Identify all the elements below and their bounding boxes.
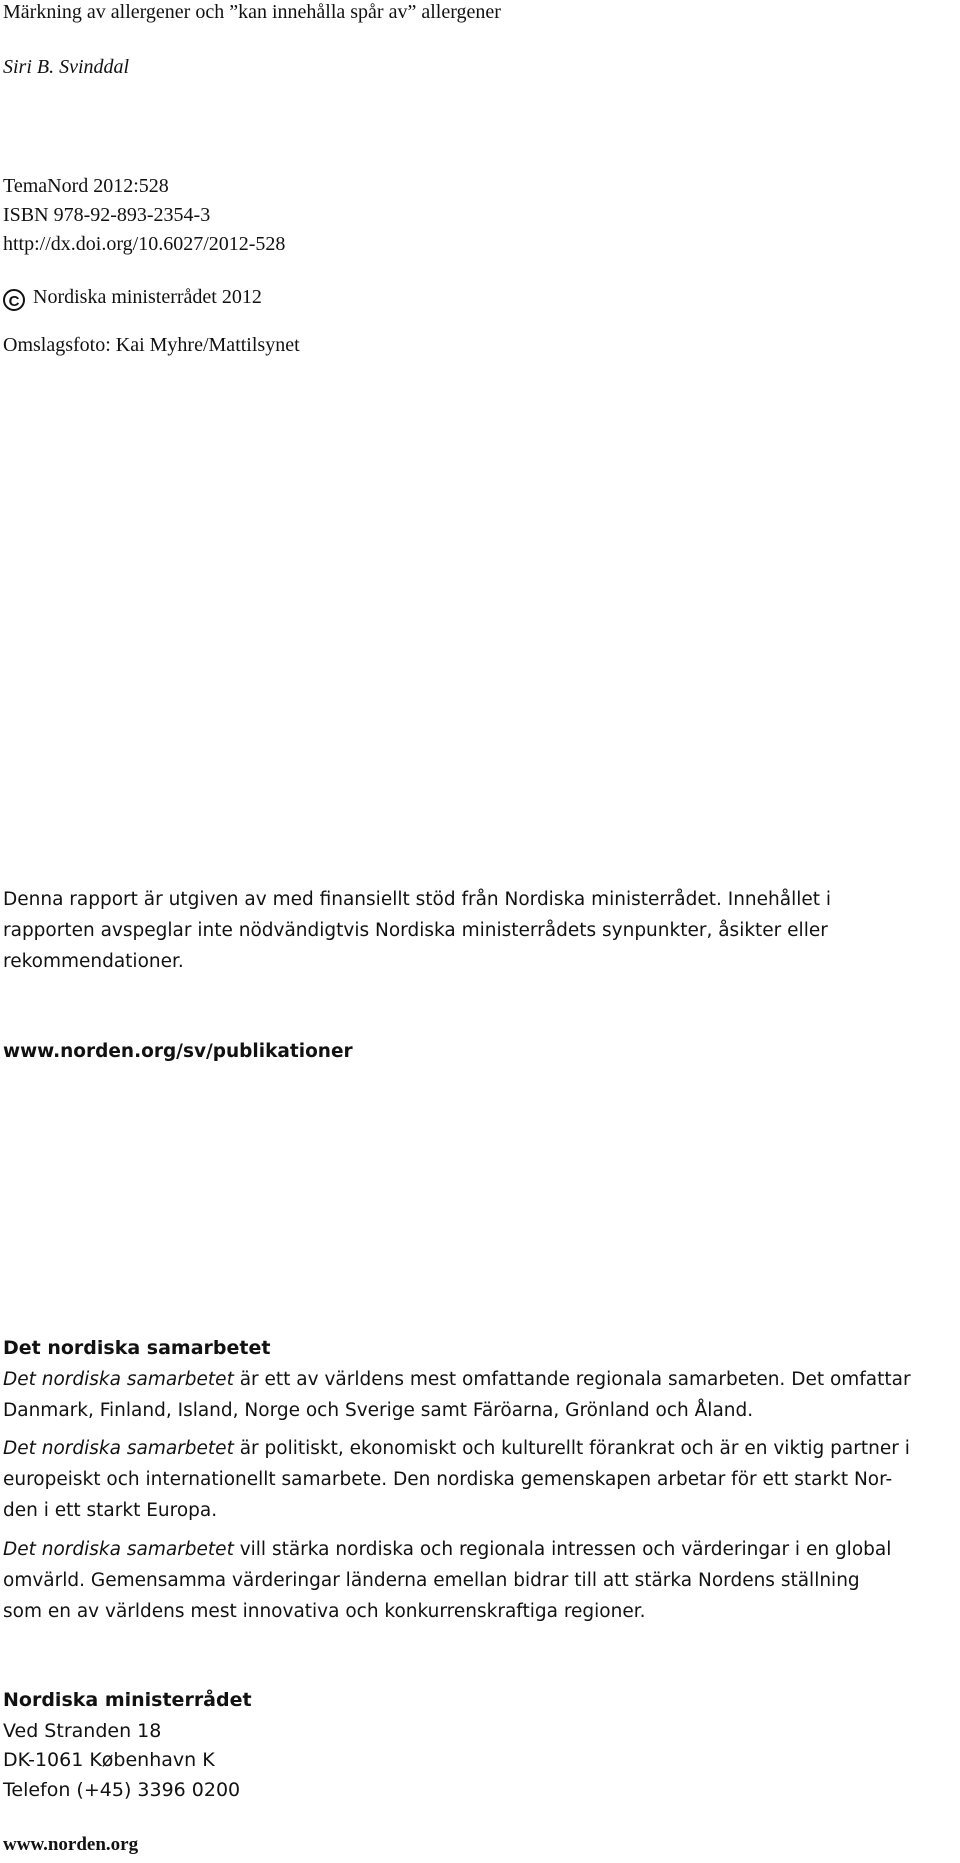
doi-link[interactable]: http://dx.doi.org/10.6027/2012-528: [3, 233, 286, 255]
paragraph-line: omvärld. Gemensamma värderingar länderna emellan bidrar till att stärka Nordens ställning: [3, 1570, 860, 1591]
copyright-text: Nordiska ministerrådet 2012: [33, 286, 262, 308]
cooperation-paragraph-1: [3, 1364, 953, 1426]
disclaimer-paragraph: [3, 884, 953, 977]
line-text: vill stärka nordiska och regionala intressen och värderingar i en global: [233, 1539, 892, 1560]
cooperation-paragraph-2: [3, 1433, 953, 1526]
organization-name: Nordiska ministerrådet: [3, 1689, 252, 1711]
line-text: är politiskt, ekonomiskt och kulturellt förankrat och är en viktig partner i: [233, 1438, 910, 1459]
emphasis-text: Det nordiska samarbetet: [3, 1539, 234, 1560]
paragraph-line: [3, 1433, 953, 1464]
cooperation-heading: Det nordiska samarbetet: [3, 1337, 271, 1359]
cooperation-paragraph-3: [3, 1534, 953, 1627]
emphasis-text: Det nordiska samarbetet: [3, 1438, 234, 1459]
publications-link[interactable]: www.norden.org/sv/publikationer: [3, 1041, 353, 1062]
cover-photo-credit: Omslagsfoto: Kai Myhre/Mattilsynet: [3, 334, 300, 356]
website-link[interactable]: www.norden.org: [3, 1834, 139, 1855]
isbn: ISBN 978-92-893-2354-3: [3, 204, 211, 226]
paragraph-line: [3, 1534, 953, 1565]
paragraph-line: Danmark, Finland, Island, Norge och Sverige samt Färöarna, Grönland och Åland.: [3, 1400, 754, 1421]
paragraph-line: [3, 1364, 953, 1395]
paragraph-line: den i ett starkt Europa.: [3, 1500, 218, 1521]
copyright-line: [3, 285, 262, 311]
copyright-icon: C: [3, 289, 25, 311]
document-title: Märkning av allergener och ”kan innehålla spår av” allergener: [3, 1, 501, 23]
line-text: är ett av världens mest omfattande regionala samarbeten. Det omfattar: [233, 1369, 911, 1390]
series-number: TemaNord 2012:528: [3, 175, 169, 197]
paragraph-line: som en av världens mest innovativa och konkurrenskraftiga regioner.: [3, 1601, 646, 1622]
emphasis-text: Det nordiska samarbetet: [3, 1369, 234, 1390]
postal-address: DK-1061 København K: [3, 1749, 215, 1771]
phone-number: Telefon (+45) 3396 0200: [3, 1779, 241, 1801]
disclaimer-line: Denna rapport är utgiven av med finansiellt stöd från Nordiska ministerrådet. Innehållet i: [3, 889, 832, 910]
author-name: Siri B. Svinddal: [3, 56, 130, 78]
disclaimer-line: rapporten avspeglar inte nödvändigtvis Nordiska ministerrådets synpunkter, åsikter eller: [3, 920, 828, 941]
paragraph-line: europeiskt och internationellt samarbete. Den nordiska gemenskapen arbetar för ett starkt Nor-: [3, 1469, 893, 1490]
disclaimer-line: rekommendationer.: [3, 951, 184, 972]
street-address: Ved Stranden 18: [3, 1720, 162, 1742]
